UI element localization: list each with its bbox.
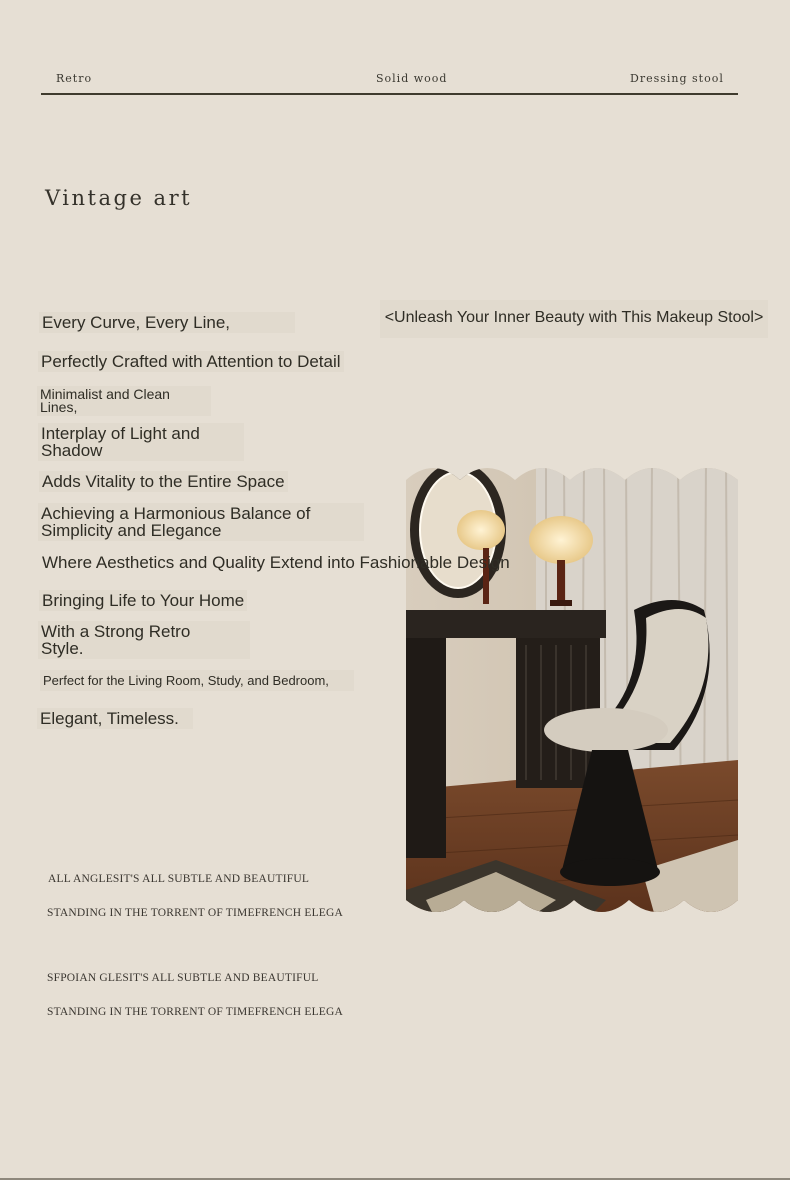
page-title: Vintage art bbox=[45, 186, 193, 210]
header-center-label: Solid wood bbox=[376, 72, 448, 85]
feature-text: Perfect for the Living Room, Study, and Bedroom, bbox=[40, 670, 354, 691]
feature-text: Every Curve, Every Line, bbox=[39, 312, 295, 333]
caption-line: STANDING IN THE TORRENT OF TIMEFRENCH ELEGA bbox=[47, 907, 344, 919]
header-right-label: Dressing stool bbox=[630, 72, 724, 85]
caption-line: SFPOIAN GLESIT'S ALL SUBTLE AND BEAUTIFUL bbox=[47, 972, 319, 984]
feature-text: Where Aesthetics and Quality Extend into Fashionable Design bbox=[42, 553, 510, 572]
feature-text: Perfectly Crafted with Attention to Detail bbox=[38, 351, 344, 372]
feature-text: With a Strong Retro Style. bbox=[38, 621, 250, 659]
feature-text: Bringing Life to Your Home bbox=[39, 590, 247, 611]
product-photo bbox=[406, 460, 738, 920]
header-left-label: Retro bbox=[56, 72, 93, 85]
feature-text: Interplay of Light and Shadow bbox=[38, 423, 244, 461]
header-rule bbox=[41, 93, 738, 95]
caption-line: ALL ANGLESIT'S ALL SUBTLE AND BEAUTIFUL bbox=[48, 873, 310, 885]
tagline: <Unleash Your Inner Beauty with This Makeup Stool> bbox=[380, 300, 768, 338]
feature-text: Adds Vitality to the Entire Space bbox=[39, 471, 288, 492]
caption-line: STANDING IN THE TORRENT OF TIMEFRENCH ELEGA bbox=[47, 1006, 344, 1018]
feature-text: Achieving a Harmonious Balance of Simplicity and Elegance bbox=[38, 503, 364, 541]
feature-text: Minimalist and Clean Lines, bbox=[37, 386, 211, 416]
feature-text: Elegant, Timeless. bbox=[37, 708, 193, 729]
